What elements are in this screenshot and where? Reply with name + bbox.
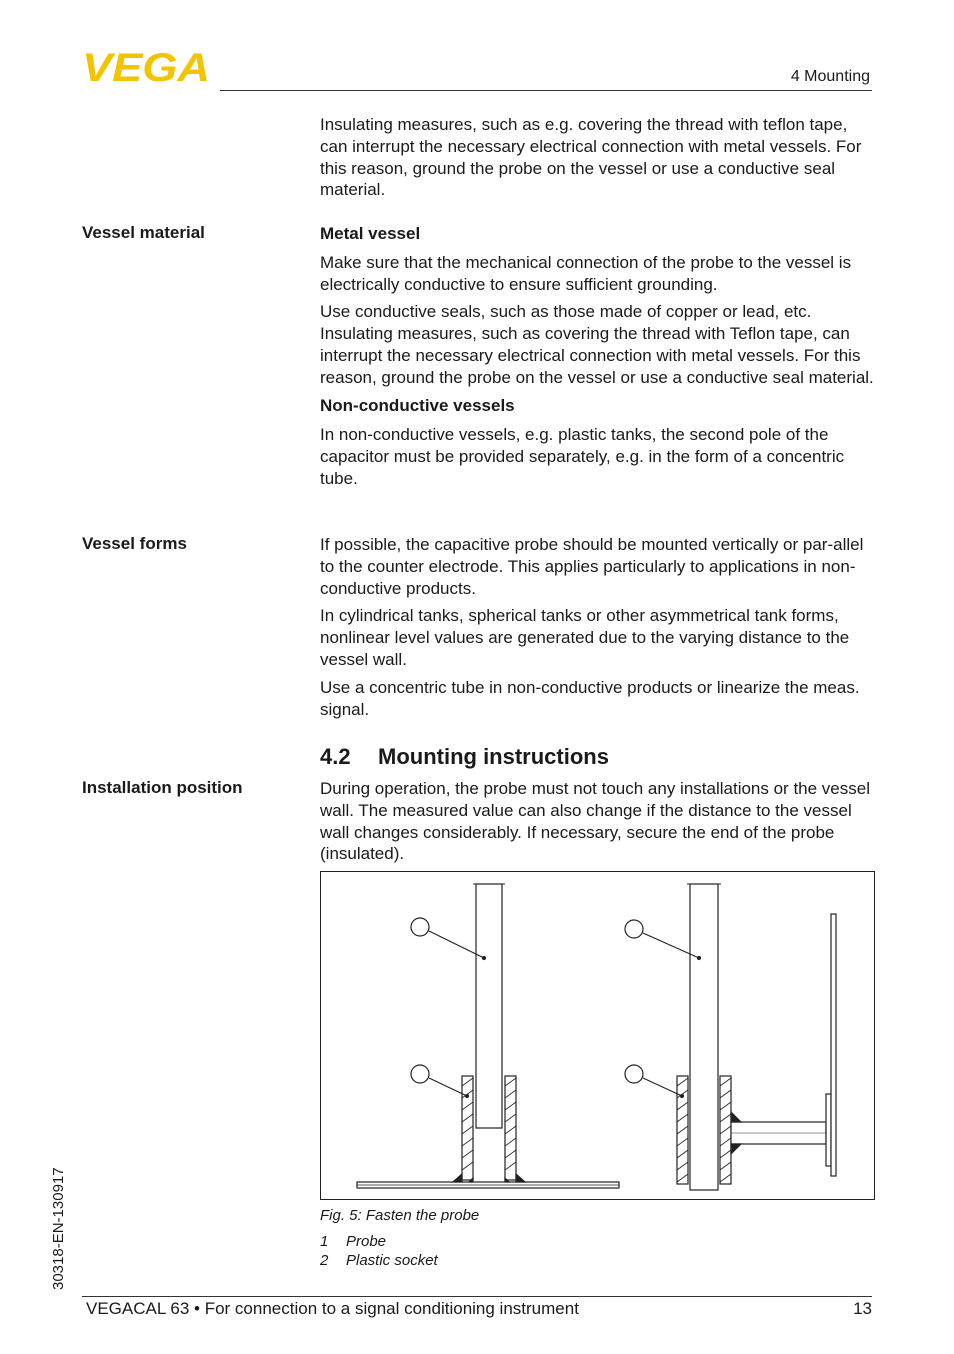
intro-paragraph: Insulating measures, such as e.g. covering the thread with teflon tape, can interrupt the necessary electrical connection with metal vessels. For this reason, ground the probe on the vessel or use a conductive seal material. (320, 115, 862, 200)
header-section-label: 4 Mounting (790, 68, 870, 85)
right-callout-1 (625, 920, 643, 938)
left-callout-1 (411, 918, 429, 936)
right-vessel-wall (831, 914, 836, 1176)
installation-position-label: Installation position (82, 778, 243, 797)
metal-vessel-heading: Metal vessel (320, 224, 421, 243)
document-code: 30318-EN-130917 (50, 1167, 67, 1290)
non-conductive-paragraph: In non-conductive vessels, e.g. plastic tanks, the second pole of the capacitor must be provided separately, e.g. in the form of a concentric tube. (320, 425, 845, 488)
legend-item-2 (320, 1252, 438, 1269)
section-title: Mounting instructions (378, 744, 609, 769)
footer-product-text: VEGACAL 63 • For connection to a signal conditioning instrument (86, 1299, 579, 1318)
figure-caption: Fig. 5: Fasten the probe (320, 1207, 480, 1224)
non-conductive-heading: Non-conductive vessels (320, 395, 515, 415)
vessel-material-block (320, 223, 876, 496)
metal-vessel-paragraph-1: Make sure that the mechanical connection of the probe to the vessel is electrically conductive to ensure sufficient grounding. (320, 252, 852, 294)
legend-number: 2 (320, 1252, 329, 1269)
section-number: 4.2 (320, 744, 351, 769)
vessel-material-label: Vessel material (82, 223, 205, 242)
section-heading (320, 744, 609, 770)
vessel-forms-paragraph-2: In cylindrical tanks, spherical tanks or other asymmetrical tank forms, nonlinear level values are generated due to the varying distance to the vessel wall. (320, 606, 850, 669)
probe-mounting-drawing (321, 872, 874, 1199)
installation-paragraph: During operation, the probe must not touch any installations or the vessel wall. The measured value can also change if the distance to the vessel wall changes considerably. If necessary, secure the end of the probe (insulated). (320, 779, 870, 864)
vessel-forms-label: Vessel forms (82, 534, 187, 553)
header-divider (220, 90, 872, 91)
vessel-forms-paragraph-3: Use a concentric tube in non-conductive products or linearize the meas. signal. (320, 677, 860, 719)
vessel-forms-block (320, 534, 876, 726)
left-callout-2 (411, 1065, 429, 1083)
right-probe-rod (690, 884, 718, 1190)
vessel-forms-paragraph-1: If possible, the capacitive probe should be mounted vertically or par-allel to the counter electrode. This applies particularly to applications in non-conductive products. (320, 535, 864, 598)
legend-label: Plastic socket (346, 1252, 438, 1269)
footer-divider (82, 1296, 872, 1297)
figure-frame (320, 871, 875, 1200)
legend-label: Probe (346, 1233, 387, 1250)
page-number: 13 (853, 1299, 872, 1318)
vega-logo (82, 50, 212, 84)
metal-vessel-paragraph-2: Use conductive seals, such as those made of copper or lead, etc. Insulating measures, such as covering the thread with Teflon tape, can interrupt the necessary electrical connection with metal vessels. For this reason, ground the probe on the vessel or use a conductive seal material. (320, 302, 874, 387)
right-callout-2 (625, 1065, 643, 1083)
svg-text:VEGA: VEGA (82, 50, 210, 84)
legend-number: 1 (320, 1233, 329, 1250)
legend-item-1 (320, 1233, 386, 1250)
left-probe-rod (476, 884, 502, 1128)
